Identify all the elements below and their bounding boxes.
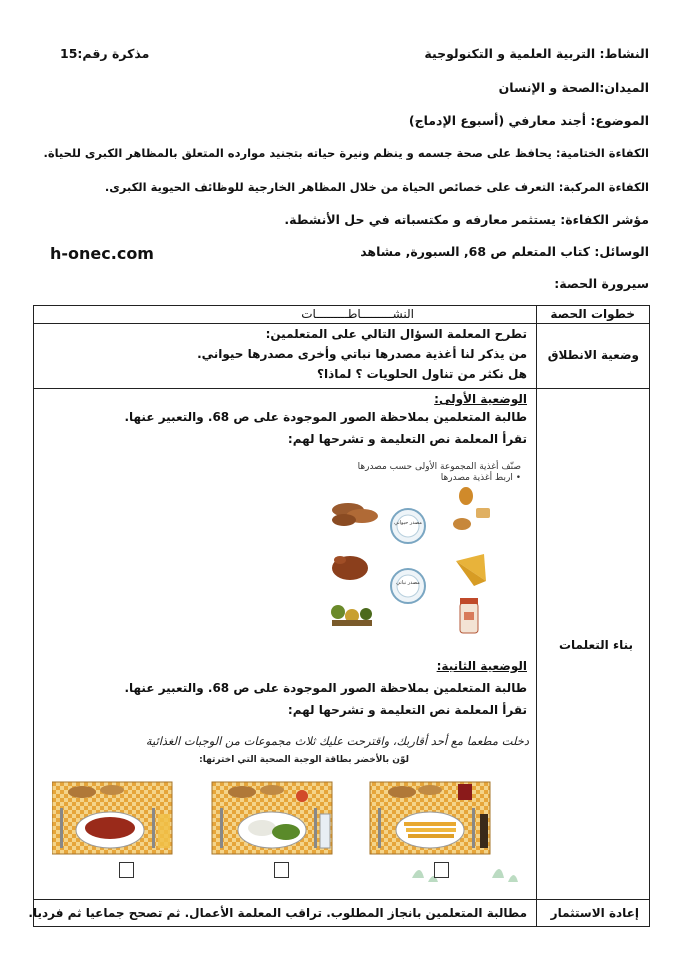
meal-checkbox-balanced[interactable] bbox=[274, 862, 289, 878]
composite-competence-line: الكفاءة المركبة: التعرف على خصائص الحياة من خلال المظاهر الخارجية للوظائف الحيوية الكبرى. bbox=[104, 180, 649, 194]
situation2-book-line-2: لوّن بالأخضر بطاقة الوجبة الصحية التي اخترتها: bbox=[199, 755, 409, 765]
process-line: سيرورة الحصة: bbox=[554, 276, 649, 291]
meal-card-balanced bbox=[212, 782, 332, 854]
cheese-icon bbox=[456, 554, 486, 586]
bread-icon bbox=[453, 487, 490, 530]
watermark-text: h-onec.com bbox=[50, 244, 154, 263]
launch-line-2: من يذكر لنا أغذية مصدرها نباتي وأخرى مصدرها حيواني. bbox=[197, 347, 527, 361]
build-step-label: بناء التعلمات bbox=[558, 638, 633, 652]
leaf-decoration-icon bbox=[412, 869, 518, 882]
situation2-title: الوضعية الثانية: bbox=[436, 659, 527, 673]
launch-step-label: وضعية الانطلاق bbox=[547, 348, 639, 362]
meal-card-meat bbox=[52, 782, 172, 854]
activity-line: النشاط: التربية العلمية و التكنولوجية bbox=[424, 46, 649, 61]
roast-chicken-icon bbox=[332, 556, 368, 580]
header-row-divider bbox=[34, 323, 649, 324]
build-row-divider bbox=[34, 899, 649, 900]
situation2-book-line-1: دخلت مطعما مع أحد أقاربك، واقترحت عليك ثلاث مجموعات من الوجبات الغذائية bbox=[145, 734, 529, 748]
plant-source-circle bbox=[391, 569, 425, 603]
indicator-line: مؤشر الكفاءة: يستثمر معارفه و مكتسباته في حل الأنشطة. bbox=[284, 212, 649, 227]
situation2-line-1: طالبة المتعلمين بملاحظة الصور الموجودة على ص 68. والتعبير عنها. bbox=[124, 681, 527, 695]
situation1-line-2: تقرأ المعلمة نص التعليمة و تشرحها لهم: bbox=[287, 432, 527, 446]
col-activities-header: النشـــــــــاطـــــــــات bbox=[301, 307, 414, 321]
situation1-book-line-1: صنّف أغذية المجموعة الأولى حسب مصدرها bbox=[357, 462, 521, 472]
meal-checkbox-fries[interactable] bbox=[434, 862, 449, 878]
animal-circle-label: مصدر حيواني bbox=[394, 520, 422, 526]
launch-line-1: تطرح المعلمة السؤال التالي على المتعلمين: bbox=[265, 327, 527, 341]
vegetables-icon bbox=[331, 605, 372, 626]
topic-line: الموضوع: أجند معارفي (أسبوع الإدماج) bbox=[408, 113, 649, 128]
field-line: الميدان:الصحة و الإنسان bbox=[498, 80, 649, 95]
column-divider bbox=[536, 306, 537, 926]
investment-step-label: إعادة الاستثمار bbox=[550, 906, 639, 920]
launch-row-divider bbox=[34, 388, 649, 389]
launch-line-3: هل نكثر من تناول الحلويات ؟ لماذا؟ bbox=[317, 367, 527, 381]
meal-checkbox-meat[interactable] bbox=[119, 862, 134, 878]
lesson-table bbox=[28, 305, 650, 927]
animal-source-circle bbox=[391, 509, 425, 543]
col-steps-header: خطوات الحصة bbox=[550, 307, 635, 321]
situation1-line-1: طالبة المتعلمين بملاحظة الصور الموجودة على ص 68. والتعبير عنها. bbox=[124, 410, 527, 424]
means-line: الوسائل: كتاب المتعلم ص 68, السبورة, مشاهد bbox=[360, 244, 649, 259]
investment-text: مطالبة المتعلمين بانجاز المطلوب. تراقب المعلمة الأعمال. ثم تصحح جماعيا ثم فرديا. bbox=[28, 906, 527, 920]
jar-icon bbox=[460, 598, 478, 633]
meal-card-fries bbox=[370, 782, 490, 854]
situation1-title: الوضعية الأولى: bbox=[434, 392, 527, 406]
situation1-book-line-2: • اربط أغذية مصدرها bbox=[440, 473, 521, 483]
food-sorting-illustration bbox=[326, 486, 496, 641]
memo-number: مذكرة رقم:15 bbox=[60, 46, 150, 61]
sausages-icon bbox=[332, 503, 378, 526]
plant-circle-label: مصدر نباتي bbox=[396, 580, 420, 586]
situation2-line-2: تقرأ المعلمة نص التعليمة و تشرحها لهم: bbox=[287, 703, 527, 717]
final-competence-line: الكفاءة الختامية: يحافظ على صحة جسمه و ينظم ونيرة حياته بتجنيد موارده المتعلق بالمظاهر الكبرى للحياة. bbox=[43, 146, 649, 160]
